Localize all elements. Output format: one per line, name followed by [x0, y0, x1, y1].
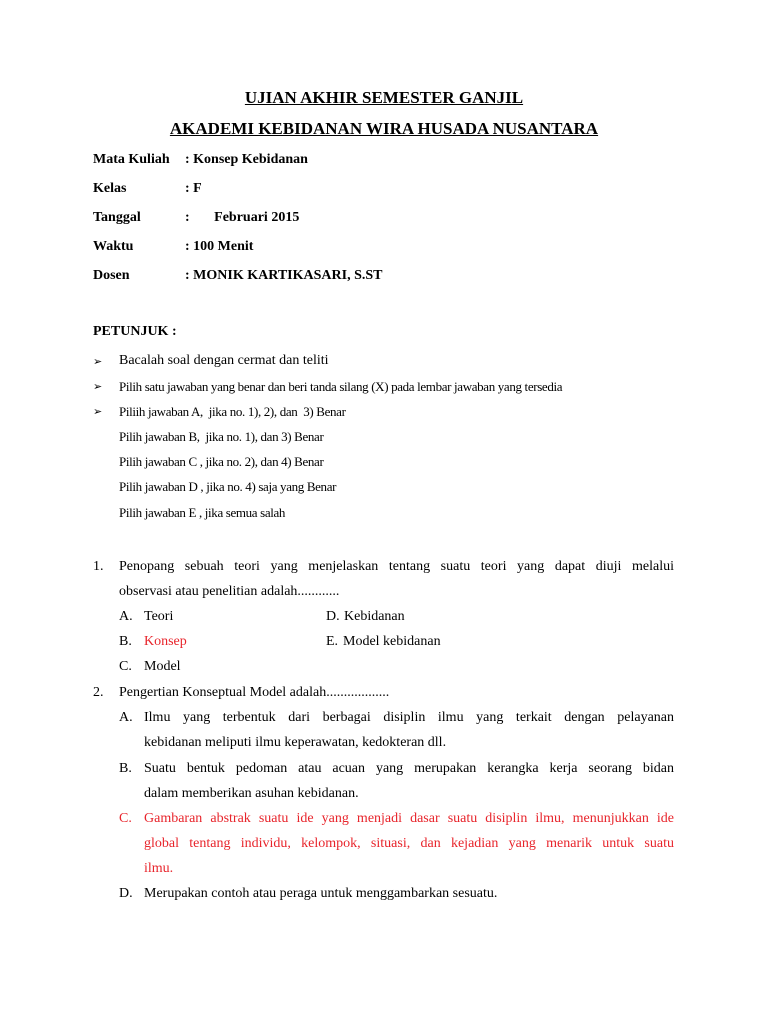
- exam-title: UJIAN AKHIR SEMESTER GANJIL: [244, 88, 524, 107]
- option-text-answer-cont: ilmu.: [144, 861, 174, 876]
- option-letter: D.: [119, 886, 133, 901]
- option-text-cont: kebidanan meliputi ilmu keperawatan, kedokteran dll.: [144, 735, 447, 750]
- instruction-item: Piliih jawaban A, jika no. 1), 2), dan 3) Benar: [119, 404, 346, 419]
- institution-title: AKADEMI KEBIDANAN WIRA HUSADA NUSANTARA: [169, 119, 599, 138]
- instruction-sub-item: Pilih jawaban E , jika semua salah: [119, 505, 286, 520]
- option-text: Model: [144, 659, 181, 674]
- option-text: Model kebidanan: [343, 634, 441, 649]
- info-value-class: : F: [185, 181, 202, 196]
- option-text-answer: Gambaran abstrak suatu ide yang menjadi dasar suatu disiplin ilmu, menunjukkan ide: [144, 811, 674, 826]
- info-value-date: : Februari 2015: [185, 210, 300, 225]
- option-text-answer: Konsep: [144, 634, 187, 649]
- arrow-bullet-icon: ➢: [93, 406, 103, 418]
- option-text: Kebidanan: [344, 609, 405, 624]
- option-letter: D.: [326, 609, 340, 624]
- instruction-sub-item: Pilih jawaban B, jika no. 1), dan 3) Benar: [119, 429, 324, 444]
- instruction-sub-item: Pilih jawaban C , jika no. 2), dan 4) Benar: [119, 454, 324, 469]
- info-label-date: Tanggal: [93, 210, 141, 225]
- option-text: Ilmu yang terbentuk dari berbagai disiplin ilmu yang terkait dengan pelayanan: [144, 710, 674, 725]
- option-letter: A.: [119, 710, 133, 725]
- option-text-answer-cont: global tentang individu, kelompok, situasi, dan kejadian yang menarik untuk suatu: [144, 836, 674, 851]
- question-text: Pengertian Konseptual Model adalah..................: [119, 685, 390, 700]
- info-label-lecturer: Dosen: [93, 268, 130, 283]
- info-label-course: Mata Kuliah: [93, 152, 170, 167]
- option-letter: B.: [119, 634, 132, 649]
- instructions-heading: PETUNJUK :: [93, 324, 177, 339]
- arrow-bullet-icon: ➢: [93, 356, 103, 368]
- option-text: Teori: [144, 609, 174, 624]
- question-text-cont: observasi atau penelitian adalah............: [119, 584, 340, 599]
- option-text: Suatu bentuk pedoman atau acuan yang merupakan kerangka kerja seorang bidan: [144, 761, 674, 776]
- info-value-time: : 100 Menit: [185, 239, 254, 254]
- instruction-item: Pilih satu jawaban yang benar dan beri tanda silang (X) pada lembar jawaban yang tersedia: [119, 379, 563, 394]
- instruction-item: Bacalah soal dengan cermat dan teliti: [119, 353, 329, 368]
- option-text-cont: dalam memberikan asuhan kebidanan.: [144, 786, 359, 801]
- question-number: 1.: [93, 559, 104, 574]
- option-letter: E.: [326, 634, 339, 649]
- question-number: 2.: [93, 685, 104, 700]
- arrow-bullet-icon: ➢: [93, 381, 103, 393]
- option-letter-answer: C.: [119, 811, 132, 826]
- info-value-lecturer: : MONIK KARTIKASARI, S.ST: [185, 268, 383, 283]
- info-value-course: : Konsep Kebidanan: [185, 152, 308, 167]
- instruction-sub-item: Pilih jawaban D , jika no. 4) saja yang Benar: [119, 479, 337, 494]
- option-letter: C.: [119, 659, 132, 674]
- option-letter: B.: [119, 761, 132, 776]
- option-letter: A.: [119, 609, 133, 624]
- info-label-time: Waktu: [93, 239, 134, 254]
- question-text: Penopang sebuah teori yang menjelaskan tentang suatu teori yang dapat diuji melalui: [119, 559, 674, 574]
- option-text: Merupakan contoh atau peraga untuk menggambarkan sesuatu.: [144, 886, 498, 901]
- info-label-class: Kelas: [93, 181, 127, 196]
